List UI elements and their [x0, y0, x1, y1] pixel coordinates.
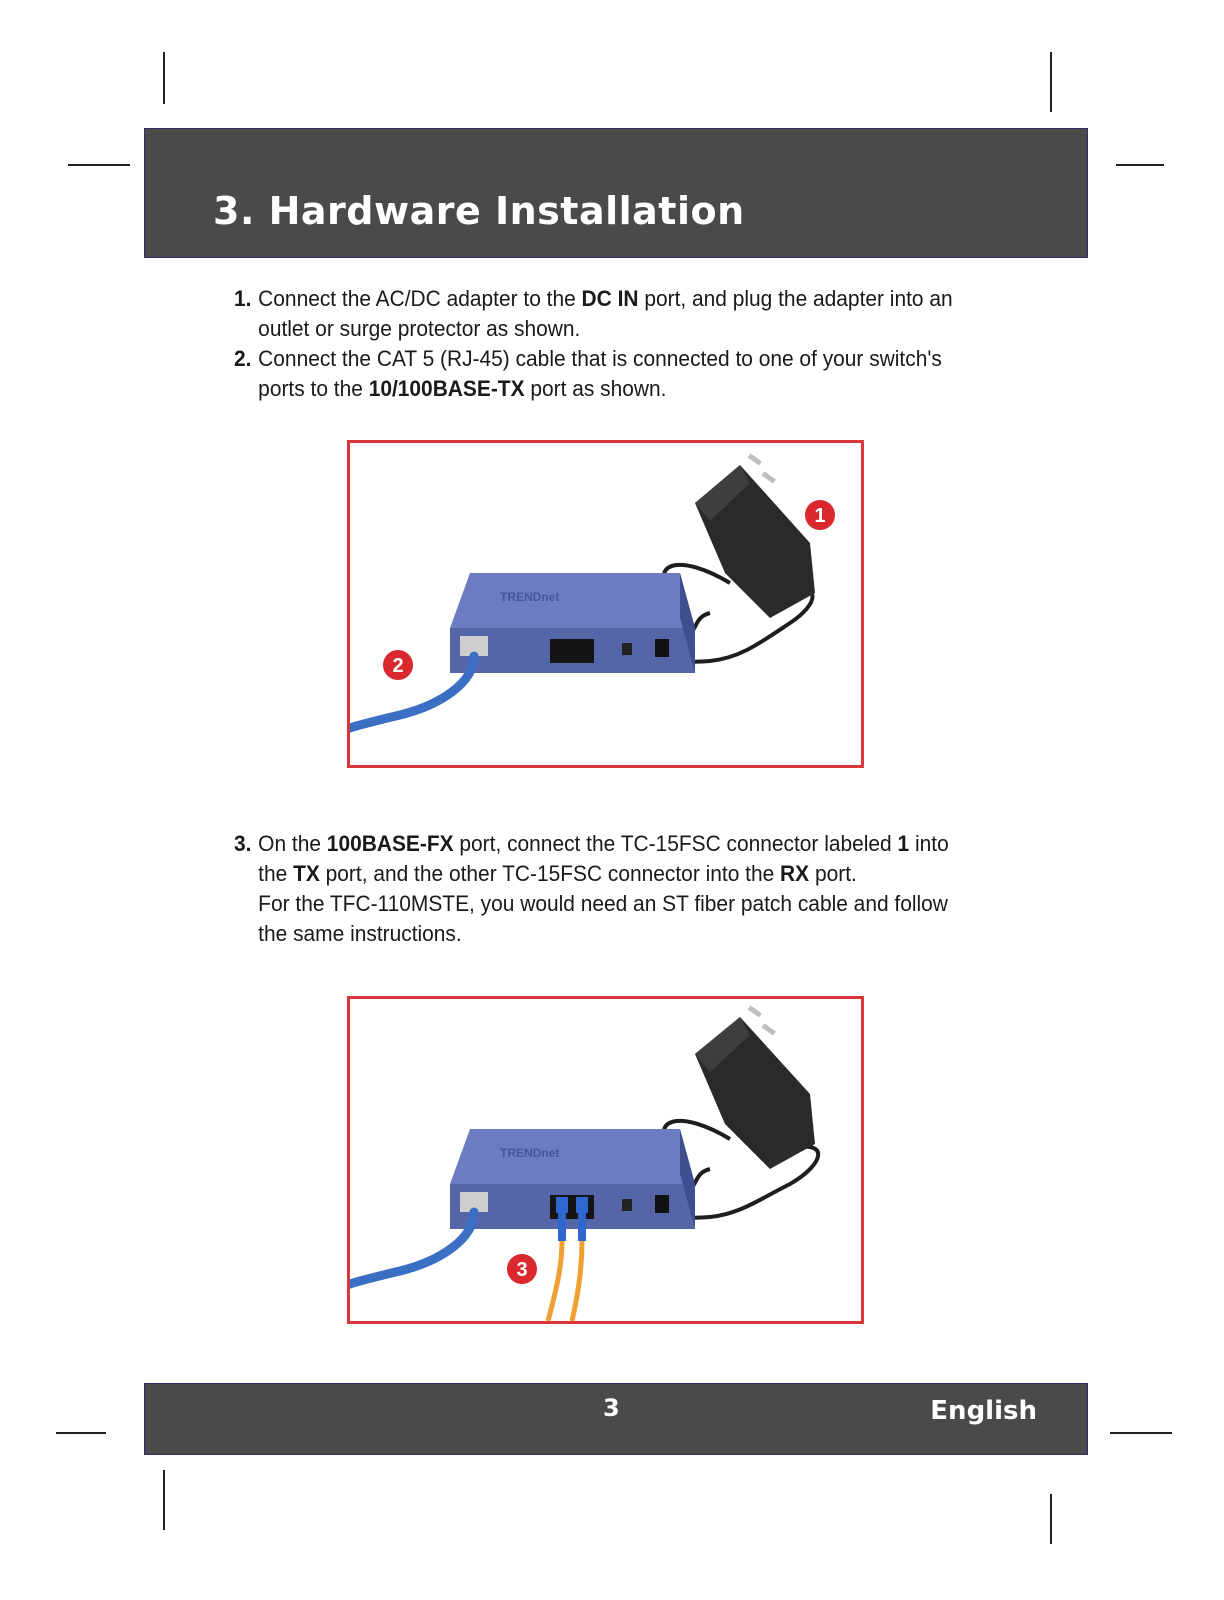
port-label: RX	[780, 861, 810, 886]
callout-1-label: 1	[814, 505, 826, 527]
page-footer	[144, 1383, 1088, 1455]
crop-mark-bottom-left	[163, 1470, 165, 1530]
page-title: 3. Hardware Installation	[213, 189, 745, 233]
crop-mark-right-upper	[1116, 164, 1164, 166]
crop-mark-top-right	[1050, 52, 1052, 112]
step-text: into	[909, 831, 949, 856]
crop-mark-left-upper	[68, 164, 130, 166]
step-number: 2.	[234, 346, 252, 371]
step-line: the same instructions.	[258, 921, 462, 946]
step-text: Connect the AC/DC adapter to the	[258, 286, 582, 311]
instruction-step-2	[234, 344, 1030, 404]
step-text: port.	[809, 861, 857, 886]
step-line	[258, 859, 1030, 889]
instruction-step-3	[234, 829, 1030, 949]
section-header	[144, 128, 1088, 258]
step-text: port, and the other TC-15FSC connector into the	[319, 861, 781, 886]
step-text: port, connect the TC-15FSC connector labeled	[453, 831, 898, 856]
step-text: ports to the	[258, 376, 369, 401]
figure-fiber-connection	[347, 996, 864, 1324]
instruction-step-1	[234, 284, 1030, 344]
page-number: 3	[603, 1394, 620, 1422]
step-line: Connect the CAT 5 (RJ-45) cable that is connected to one of your switch's	[258, 346, 942, 371]
step-text: port, and plug the adapter into an	[638, 286, 953, 311]
device-brand-mark: TRENDnet	[500, 590, 560, 604]
step-line: outlet or surge protector as shown.	[258, 316, 581, 341]
power-adapter	[695, 1005, 815, 1169]
port-label: 10/100BASE-TX	[368, 376, 525, 401]
instruction-list-1	[234, 284, 1014, 404]
crop-mark-bottom-right	[1050, 1494, 1052, 1544]
step-text: port as shown.	[524, 376, 667, 401]
media-converter	[450, 573, 695, 673]
step-number: 3.	[234, 831, 252, 856]
power-adapter	[695, 453, 815, 618]
step-line: For the TFC-110MSTE, you would need an ST fiber patch cable and follow	[258, 891, 948, 916]
port-label: TX	[293, 861, 320, 886]
figure-power-and-ethernet	[347, 440, 864, 768]
device-brand-mark: TRENDnet	[500, 1146, 560, 1160]
media-converter	[450, 1129, 695, 1229]
callout-2-label: 2	[392, 655, 404, 677]
port-label: 100BASE-FX	[326, 831, 454, 856]
connector-label: 1	[897, 831, 910, 856]
callout-3-label: 3	[516, 1259, 528, 1281]
instruction-list-2	[234, 829, 1014, 949]
port-label: DC IN	[581, 286, 639, 311]
converter-illustration-1	[350, 443, 861, 765]
crop-mark-top-left	[163, 52, 165, 104]
crop-mark-right-lower	[1110, 1432, 1172, 1434]
step-line	[258, 829, 1030, 859]
step-text: the	[258, 861, 294, 886]
language-label: English	[930, 1396, 1037, 1426]
converter-illustration-2	[350, 999, 861, 1321]
step-line	[258, 284, 1030, 314]
step-line	[258, 374, 1030, 404]
step-number: 1.	[234, 286, 252, 311]
step-text: On the	[258, 831, 327, 856]
crop-mark-left-lower	[56, 1432, 106, 1434]
